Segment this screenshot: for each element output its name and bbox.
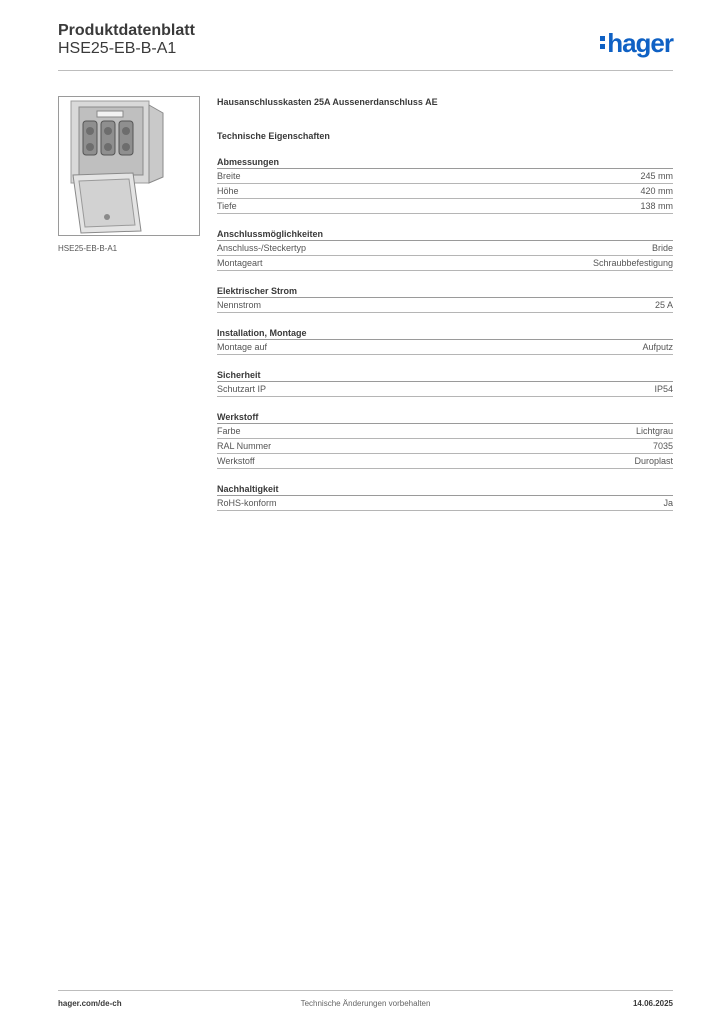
properties-heading: Technische Eigenschaften <box>217 131 330 141</box>
spec-row <box>217 184 673 199</box>
product-image-caption: HSE25-EB-B-A1 <box>58 244 118 253</box>
section-title: Werkstoff <box>217 411 673 424</box>
page-header <box>58 22 673 71</box>
spec-label: Werkstoff <box>217 456 255 466</box>
spec-value: Schraubbefestigung <box>592 258 673 268</box>
section-title: Anschlussmöglichkeiten <box>217 228 673 241</box>
spec-row <box>217 169 673 184</box>
spec-value: Bride <box>651 243 673 253</box>
spec-label: Montageart <box>217 258 263 268</box>
spec-value: 420 mm <box>640 186 673 196</box>
section-title: Installation, Montage <box>217 327 673 340</box>
spec-row <box>217 496 673 511</box>
spec-value: Ja <box>663 498 673 508</box>
spec-label: RoHS-konform <box>217 498 277 508</box>
document-title: Produktdatenblatt <box>58 22 195 39</box>
section-installation <box>217 327 673 355</box>
spec-value: 7035 <box>652 441 673 451</box>
section-nachhaltigkeit <box>217 483 673 511</box>
spec-label: Breite <box>217 171 241 181</box>
section-title: Nachhaltigkeit <box>217 483 673 496</box>
spec-row <box>217 241 673 256</box>
spec-value: 245 mm <box>640 171 673 181</box>
section-title: Abmessungen <box>217 156 673 169</box>
spec-row <box>217 454 673 469</box>
section-title: Elektrischer Strom <box>217 285 673 298</box>
product-code: HSE25-EB-B-A1 <box>58 40 177 57</box>
spec-row <box>217 439 673 454</box>
spec-value: Duroplast <box>634 456 673 466</box>
section-strom <box>217 285 673 313</box>
spec-label: Farbe <box>217 426 241 436</box>
logo-dots-icon <box>600 33 606 52</box>
spec-value: Lichtgrau <box>635 426 673 436</box>
spec-label: Montage auf <box>217 342 268 352</box>
footer-notice: Technische Änderungen vorbehalten <box>300 999 431 1008</box>
spec-row <box>217 199 673 214</box>
section-werkstoff <box>217 411 673 469</box>
spec-row <box>217 340 673 355</box>
spec-value: 138 mm <box>640 201 673 211</box>
section-title: Sicherheit <box>217 369 673 382</box>
spec-row <box>217 256 673 271</box>
enclosure-photo-icon <box>59 97 199 235</box>
page-footer <box>58 990 673 1011</box>
logo-text: hager <box>607 28 673 58</box>
footer-website-link[interactable]: hager.com/de-ch <box>58 999 122 1008</box>
footer-date: 14.06.2025 <box>632 999 673 1008</box>
specifications <box>217 96 673 511</box>
spec-value: IP54 <box>654 384 673 394</box>
spec-value: Aufputz <box>642 342 673 352</box>
spec-label: Höhe <box>217 186 239 196</box>
spec-label: Nennstrom <box>217 300 262 310</box>
product-image <box>58 96 200 236</box>
spec-label: RAL Nummer <box>217 441 272 451</box>
spec-row <box>217 298 673 313</box>
product-title: Hausanschlusskasten 25A Aussenerdanschluss AE <box>217 97 438 107</box>
hager-logo <box>600 28 673 59</box>
section-sicherheit <box>217 369 673 397</box>
spec-value: 25 A <box>654 300 673 310</box>
section-anschluss <box>217 228 673 271</box>
spec-label: Schutzart IP <box>217 384 267 394</box>
spec-label: Anschluss-/Steckertyp <box>217 243 307 253</box>
spec-row <box>217 382 673 397</box>
spec-row <box>217 424 673 439</box>
section-abmessungen <box>217 156 673 214</box>
spec-label: Tiefe <box>217 201 237 211</box>
